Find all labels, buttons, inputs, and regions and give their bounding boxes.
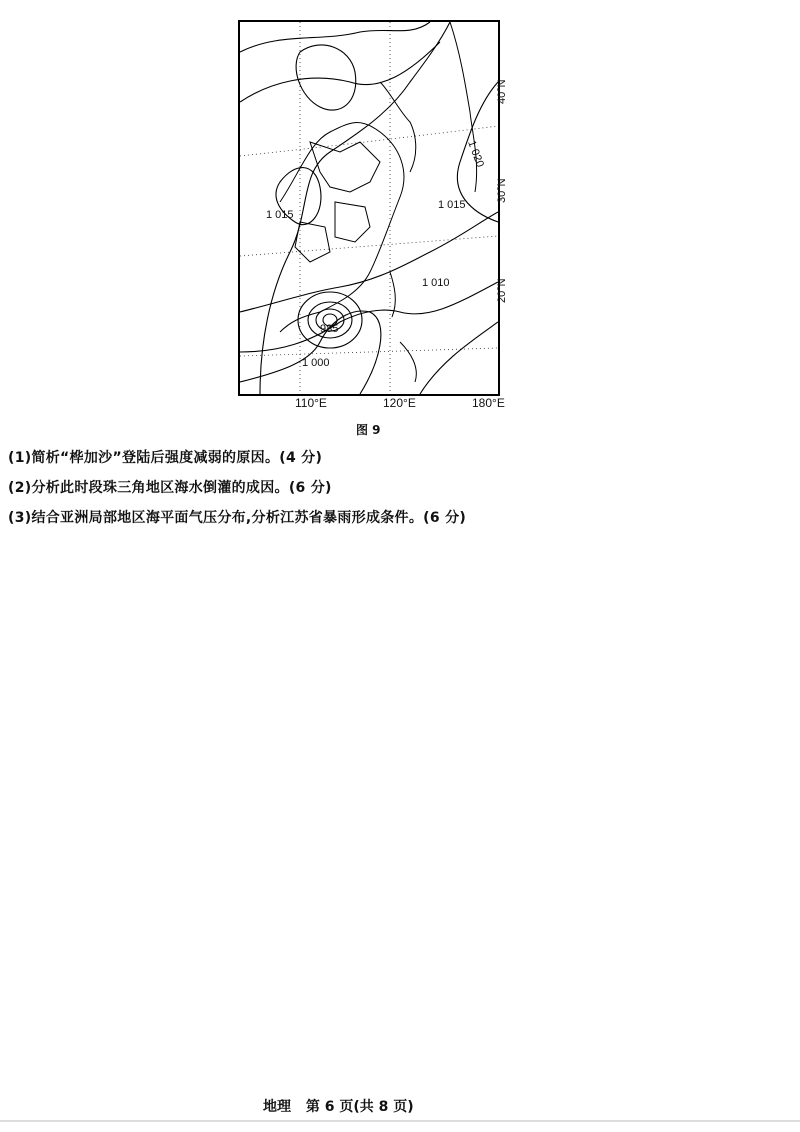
lat-label-30n: 30°N (496, 178, 508, 203)
footer-subject: 地理 (263, 1099, 291, 1115)
isobar-map-svg (240, 22, 498, 394)
isobar-label: 1 015 (266, 209, 294, 221)
scan-edge-line (0, 1120, 800, 1122)
lon-label-120e: 120°E (383, 396, 416, 410)
lat-label-20n: 20°N (496, 278, 508, 303)
page-footer (263, 1096, 424, 1116)
isobar-label: 1 015 (438, 199, 466, 211)
isobar-label: 1 000 (302, 357, 330, 369)
question-1: (1)简析“桦加沙”登陆后强度减弱的原因。(4 分) (8, 450, 323, 466)
lon-label-180e: 180°E (472, 396, 505, 410)
isobar-label: 1 020 (465, 138, 486, 169)
isobar-label: 1 010 (422, 277, 450, 289)
question-3: (3)结合亚洲局部地区海平面气压分布,分析江苏省暴雨形成条件。(6 分) (8, 510, 467, 526)
isobar-label: 985 (320, 323, 339, 335)
lat-label-40n: 40°N (496, 79, 508, 104)
weather-map (238, 20, 500, 396)
figure-caption: 图 9 (356, 423, 381, 437)
lon-label-110e: 110°E (295, 396, 327, 410)
footer-page-number: 第 6 页(共 8 页) (305, 1099, 414, 1115)
question-2: (2)分析此时段珠三角地区海水倒灌的成因。(6 分) (8, 480, 332, 496)
